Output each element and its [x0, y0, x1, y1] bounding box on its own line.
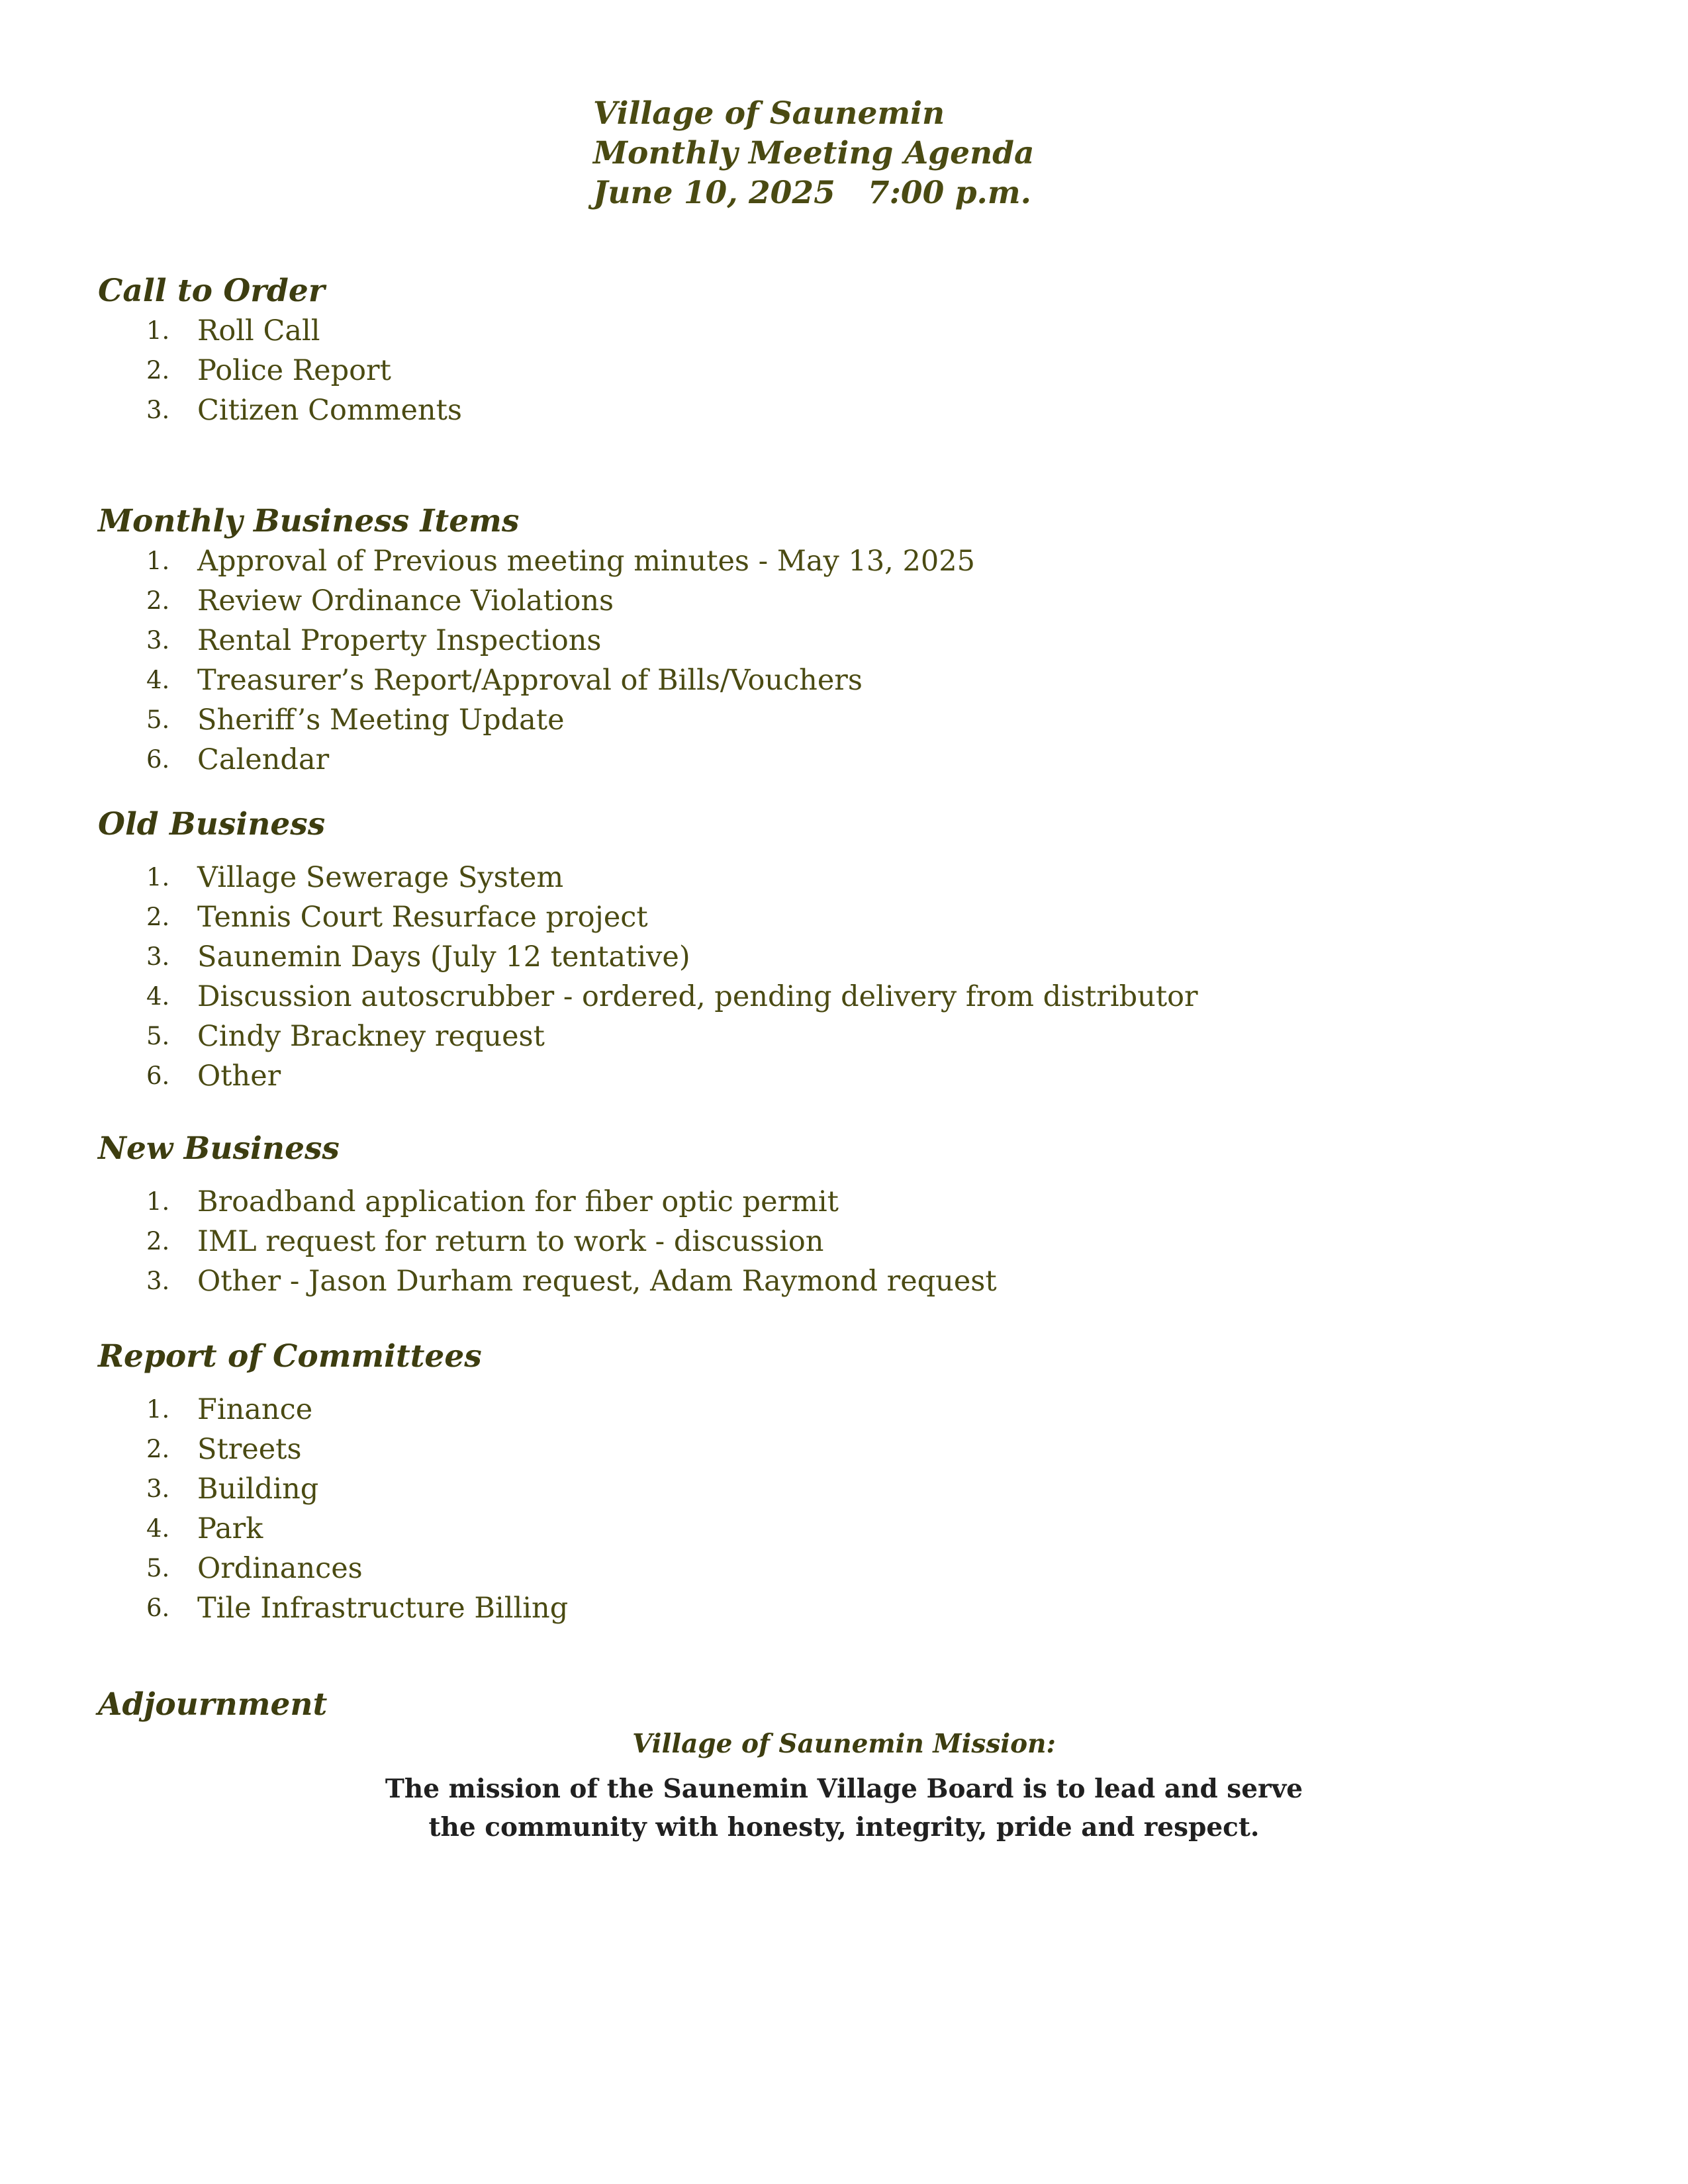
- agenda-item: [98, 1469, 1587, 1509]
- agenda-item: [98, 541, 1587, 581]
- agenda-item: [98, 351, 1587, 390]
- agenda-item: [98, 858, 1587, 897]
- section-heading: Monthly Business Items: [98, 503, 520, 539]
- item-number: 6.: [146, 1062, 170, 1090]
- item-number: 3.: [146, 396, 170, 424]
- item-text: Cindy Brackney request: [197, 1020, 545, 1053]
- item-text: Review Ordinance Violations: [197, 584, 614, 617]
- item-number: 4.: [146, 666, 170, 694]
- agenda-item: [98, 897, 1587, 937]
- mission-line: the community with honesty, integrity, pride and respect.: [428, 1812, 1260, 1843]
- agenda-list: [98, 541, 1587, 780]
- agenda-list: [98, 1182, 1587, 1301]
- section-heading: New Business: [98, 1130, 340, 1167]
- item-text: Rental Property Inspections: [197, 624, 602, 657]
- item-text: Park: [197, 1512, 263, 1545]
- agenda-item: [98, 1509, 1587, 1549]
- item-text: Other - Jason Durham request, Adam Raymond request: [197, 1265, 997, 1298]
- item-number: 3.: [146, 1475, 170, 1503]
- item-text: Discussion autoscrubber - ordered, pending delivery from distributor: [197, 980, 1198, 1013]
- section-new-business: [98, 1130, 1587, 1301]
- mission-line: The mission of the Saunemin Village Board is to lead and serve: [385, 1774, 1303, 1804]
- item-number: 2.: [146, 1227, 170, 1255]
- mission-statement: [0, 1770, 1688, 1846]
- item-text: Ordinances: [197, 1552, 363, 1585]
- item-number: 2.: [146, 586, 170, 615]
- agenda-item: [98, 1182, 1587, 1222]
- section-heading: Adjournment: [98, 1686, 328, 1723]
- village-name: Village of Saunemin: [593, 95, 945, 132]
- agenda-item: [98, 937, 1587, 977]
- item-number: 2.: [146, 1435, 170, 1463]
- agenda-list: [98, 311, 1587, 430]
- agenda-item: [98, 1261, 1587, 1301]
- agenda-title: Monthly Meeting Agenda: [593, 135, 1035, 171]
- item-text: IML request for return to work - discussion: [197, 1225, 824, 1258]
- section-adjournment: [98, 1686, 1587, 1723]
- agenda-item: [98, 660, 1587, 700]
- item-text: Police Report: [197, 354, 391, 387]
- item-text: Treasurer’s Report/Approval of Bills/Vouchers: [197, 664, 863, 697]
- agenda-item: [98, 740, 1587, 780]
- mission-title: Village of Saunemin Mission:: [632, 1729, 1056, 1759]
- item-number: 4.: [146, 982, 170, 1011]
- item-number: 6.: [146, 745, 170, 774]
- item-text: Other: [197, 1060, 281, 1093]
- item-text: Roll Call: [197, 314, 320, 347]
- agenda-item: [98, 1056, 1587, 1096]
- agenda-item: [98, 311, 1587, 351]
- item-number: 3.: [146, 626, 170, 655]
- agenda-item: [98, 977, 1587, 1017]
- item-text: Approval of Previous meeting minutes - May 13, 2025: [197, 545, 975, 578]
- agenda-item: [98, 1222, 1587, 1261]
- item-text: Calendar: [197, 743, 330, 776]
- section-heading: Call to Order: [98, 273, 325, 309]
- item-text: Sheriff’s Meeting Update: [197, 704, 565, 737]
- agenda-item: [98, 621, 1587, 660]
- item-text: Saunemin Days (July 12 tentative): [197, 940, 690, 974]
- item-number: 6.: [146, 1594, 170, 1622]
- item-text: Streets: [197, 1433, 302, 1466]
- item-text: Building: [197, 1473, 319, 1506]
- section-heading: Old Business: [98, 806, 326, 842]
- item-number: 3.: [146, 1267, 170, 1295]
- item-text: Tile Infrastructure Billing: [197, 1592, 569, 1625]
- item-number: 1.: [146, 1395, 170, 1424]
- item-text: Village Sewerage System: [197, 861, 564, 894]
- meeting-date-time: June 10, 2025 7:00 p.m.: [593, 175, 1032, 211]
- agenda-item: [98, 1588, 1587, 1628]
- agenda-item: [98, 1390, 1587, 1430]
- item-number: 1.: [146, 316, 170, 345]
- agenda-item: [98, 390, 1587, 430]
- agenda-item: [98, 581, 1587, 621]
- item-number: 1.: [146, 1187, 170, 1216]
- section-report-of-committees: [98, 1338, 1587, 1628]
- agenda-header: [593, 94, 1255, 213]
- item-number: 2.: [146, 903, 170, 931]
- item-number: 3.: [146, 942, 170, 971]
- agenda-item: [98, 700, 1587, 740]
- item-text: Citizen Comments: [197, 394, 462, 427]
- item-text: Broadband application for fiber optic permit: [197, 1185, 839, 1218]
- section-call-to-order: [98, 273, 1587, 430]
- item-number: 5.: [146, 705, 170, 734]
- agenda-list: [98, 858, 1587, 1096]
- agenda-item: [98, 1549, 1587, 1588]
- item-number: 2.: [146, 356, 170, 385]
- section-old-business: [98, 806, 1587, 1096]
- section-monthly-business-items: [98, 503, 1587, 780]
- item-number: 1.: [146, 863, 170, 891]
- agenda-list: [98, 1390, 1587, 1628]
- item-text: Finance: [197, 1393, 313, 1426]
- section-heading: Report of Committees: [98, 1338, 482, 1375]
- agenda-item: [98, 1430, 1587, 1469]
- item-number: 5.: [146, 1554, 170, 1582]
- item-number: 4.: [146, 1514, 170, 1543]
- item-number: 5.: [146, 1022, 170, 1050]
- item-number: 1.: [146, 547, 170, 575]
- item-text: Tennis Court Resurface project: [197, 901, 648, 934]
- agenda-item: [98, 1017, 1587, 1056]
